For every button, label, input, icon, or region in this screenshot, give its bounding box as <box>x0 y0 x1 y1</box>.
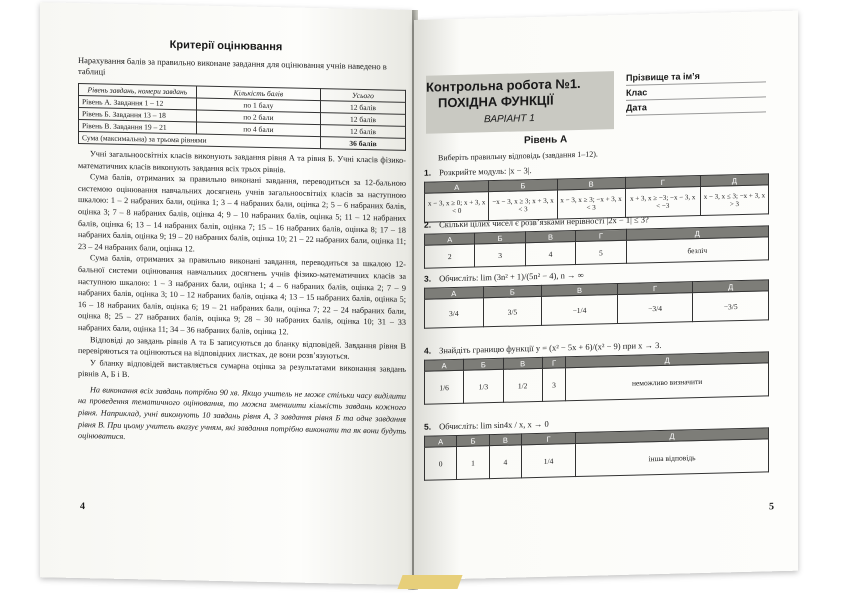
answer-option[interactable]: безліч <box>626 237 768 263</box>
left-content <box>78 55 406 449</box>
task-question: 2. Скільки цілих чисел є розв’язками нерівності |2x − 1| ≤ 3? <box>424 214 649 230</box>
paragraph: Сума балів, отриманих за правильно виконані завдання, переводиться за 12-бальною системою оцінювання навчальних досягнень учнів загальноосвітніх класів за наступною шкалою: 1 – 2 набраних бали, оцінка 1; 3 – 4 набраних бали, оцінка 2; 5 – 6 набраних балів, оцінка 3; 7 – 8 набраних балів, оцінка 4; 9 – 10 набраних балів, оцінка 5; 11 – 12 набраних балів, оцінка 6; 13 – 14 набраних балів, оцінка 7; 15 – 16 набраних балів, оцінка 8; 17 – 18 набраних балів, оцінка 9; 19 – 20 набраних балів, оцінка 10; 21 – 22 набраних бали, оцінка 11; 23 – 24 набраних бали, оцінка 12. <box>78 172 406 254</box>
answer-option[interactable]: −3/4 <box>617 293 693 324</box>
student-fields <box>626 67 766 115</box>
instruction-text: Виберіть правильну відповідь (завдання 1–12). <box>438 149 598 163</box>
paragraph: Сума балів, отриманих за правильно виконані завдання, переводиться за шкалою 12-бальної системи оцінювання навчальних досягнень учнів фізико-математичних класів за наступною шкалою: 1 – 3 набраних бали, оцінка 1; 4 – 6 набраних балів, оцінка 2; 7 – 9 набраних балів, оцінка 3; 10 – 12 набраних балів, оцінка 4; 13 – 15 набраних балів, оцінка 5; 16 – 18 набраних балів, оцінка 6; 19 – 21 набраних бали, оцінка 7; 22 – 24 набраних бали, оцінка 8; 25 – 27 набраних балів, оцінка 9; 28 – 30 набраних балів, оцінка 10; 31 – 33 набраних бали, оцінка 11; 34 – 36 набраних балів, оцінка 12. <box>78 253 406 337</box>
task-2 <box>424 211 769 268</box>
table-cell: Рівень Б. Завдання 13 – 18 <box>79 108 197 122</box>
time-note <box>78 384 406 449</box>
task-question: 1. Розкрийте модуль: |x − 3|. <box>424 165 532 178</box>
answer-letter: А <box>425 233 475 245</box>
answer-letter: В <box>557 177 625 190</box>
table-cell: по 4 бали <box>196 122 320 137</box>
criteria-title: Критерії оцінювання <box>169 38 283 54</box>
answer-option[interactable]: неможливо визначити <box>566 363 769 401</box>
answer-option[interactable]: 5 <box>576 240 626 264</box>
test-subtitle: ПОХІДНА ФУНКЦІЇ <box>438 92 554 111</box>
answer-letter: А <box>425 287 484 299</box>
table-cell: 12 балів <box>320 125 405 139</box>
answer-option[interactable]: 2 <box>425 244 475 268</box>
answer-letter: Д <box>626 226 768 240</box>
book-spine <box>397 575 462 589</box>
answer-option[interactable]: 1/4 <box>522 444 576 478</box>
answer-letter: Б <box>475 232 525 244</box>
answer-letter: Б <box>464 358 503 370</box>
answer-letter: Б <box>457 435 489 447</box>
answer-letter: В <box>503 357 542 369</box>
class-field[interactable]: Клас <box>626 82 766 100</box>
answer-letter: А <box>425 359 464 371</box>
answer-letter: В <box>542 284 618 297</box>
answer-option[interactable]: 1 <box>457 446 489 480</box>
table-cell: 12 балів <box>320 101 405 115</box>
table-header: Усього <box>320 89 405 103</box>
left-page <box>40 2 412 585</box>
page-number-right: 5 <box>769 501 774 513</box>
table-cell: по 2 бали <box>196 110 320 125</box>
task-5 <box>424 413 769 480</box>
answer-letter: Б <box>489 179 557 192</box>
answer-option[interactable]: −1/4 <box>542 295 618 326</box>
task-question: 5. Обчисліть: lim sin4x / x, x → 0 <box>424 418 549 432</box>
answer-letter: В <box>525 231 575 243</box>
table-cell: 12 балів <box>320 113 405 127</box>
table-total-value: 36 балів <box>320 137 405 151</box>
test-title: Контрольна робота №1. <box>426 75 581 95</box>
table-header: Рівень завдань, номери завдань <box>79 84 197 98</box>
task-question: 4. Знайдіть границю функції y = (x² − 5x + 6)/(x² − 9) при x → 3. <box>424 339 662 356</box>
table-total-label: Сума (максимальна) за трьома рівнями <box>79 132 321 149</box>
task-4 <box>424 337 769 404</box>
table-cell: Рівень А. Завдання 1 – 12 <box>79 96 197 110</box>
answer-table <box>424 427 769 480</box>
answer-option[interactable]: x + 3, x ≥ −3; −x − 3, x < −3 <box>625 187 700 218</box>
paragraph: На виконання всіх завдань потрібно 90 хв. Якщо учитель не може стільки часу виділити на проведення тематичного оцінювання, то можна зменшити кількість завдань кожного рівня. Наприклад, учні виконують 10 завдань рівня А, 3 завдання рівня Б та одне завдання рівня В. При цьому учитель вказує учням, які завдання потрібно виконати та як вони будуть оцінюватися. <box>78 385 406 442</box>
page-number-left: 4 <box>80 501 85 513</box>
answer-letter: Г <box>625 176 700 189</box>
answer-option[interactable]: −3/5 <box>693 291 769 322</box>
answer-letter: Д <box>566 352 769 368</box>
answer-letter: Д <box>693 280 769 293</box>
date-field[interactable]: Дата <box>626 97 766 115</box>
right-page <box>414 11 798 580</box>
table-cell: Рівень В. Завдання 19 – 21 <box>79 120 197 134</box>
answer-option[interactable]: 3/5 <box>483 296 542 326</box>
answer-option[interactable]: 1/2 <box>503 368 542 402</box>
criteria-intro: Нарахування балів за правильно виконане завдання для оцінювання учнів наведено в таблиці <box>78 55 387 77</box>
answer-table <box>424 351 769 404</box>
answer-option[interactable]: −x − 3, x ≥ 3; x + 3, x < 3 <box>489 190 557 221</box>
answer-table <box>424 279 769 328</box>
answer-letter: Д <box>700 174 768 187</box>
task-question: 3. Обчисліть: lim (3n² + 1)/(5n² − 4), n → ∞ <box>424 269 584 284</box>
variant-label: ВАРІАНТ 1 <box>484 113 535 126</box>
answer-letter: Г <box>617 282 693 295</box>
answer-letter: Г <box>522 433 576 445</box>
answer-option[interactable]: x − 3, x ≤ 3; −x + 3, x > 3 <box>700 185 768 216</box>
answer-letter: Г <box>576 229 626 241</box>
table-header: Кількість балів <box>196 86 320 101</box>
answer-option[interactable]: 1/3 <box>464 369 503 403</box>
answer-option[interactable]: 3 <box>475 243 525 267</box>
answer-letter: А <box>425 435 457 447</box>
grading-table <box>78 83 406 151</box>
answer-option[interactable]: інша відповідь <box>576 439 769 477</box>
criteria-text <box>78 148 406 387</box>
answer-option[interactable]: x − 3, x ≥ 3; −x + 3, x < 3 <box>557 188 625 219</box>
answer-option[interactable]: 4 <box>489 445 521 479</box>
table-cell: по 1 балу <box>196 98 320 113</box>
answer-option[interactable]: 1/6 <box>425 370 464 404</box>
answer-letter: Д <box>576 428 769 444</box>
answer-table <box>424 225 769 268</box>
answer-option[interactable]: 0 <box>425 446 457 480</box>
answer-letter: А <box>425 181 489 194</box>
answer-letter: Г <box>542 357 566 369</box>
paragraph: Відповіді до завдань рівнів А та Б записуються до бланку відповідей. Завдання рівня В перевіряються та оцінюються на відповідних листках, де вони розв’язуються. <box>78 334 406 361</box>
name-field[interactable]: Прізвище та ім’я <box>626 67 766 85</box>
answer-letter: В <box>489 434 521 446</box>
paragraph: У бланку відповідей виставляється сумарна оцінка за результатами виконання завдань рівнів А, Б і В. <box>78 357 406 380</box>
answer-option[interactable]: 4 <box>525 242 575 266</box>
answer-letter: Б <box>483 285 542 297</box>
task-3 <box>424 265 769 328</box>
answer-option[interactable]: 3 <box>542 368 566 402</box>
answer-option[interactable]: 3/4 <box>425 298 484 328</box>
paragraph: Учні загальноосвітніх класів виконують завдання рівня А та рівня Б. Учні класів фізико-математичних класів виконують завдання всіх трьох рівнів. <box>78 149 406 174</box>
answer-option[interactable]: x − 3, x ≥ 0; x + 3, x < 0 <box>425 192 489 223</box>
level-heading: Рівень А <box>524 134 568 147</box>
